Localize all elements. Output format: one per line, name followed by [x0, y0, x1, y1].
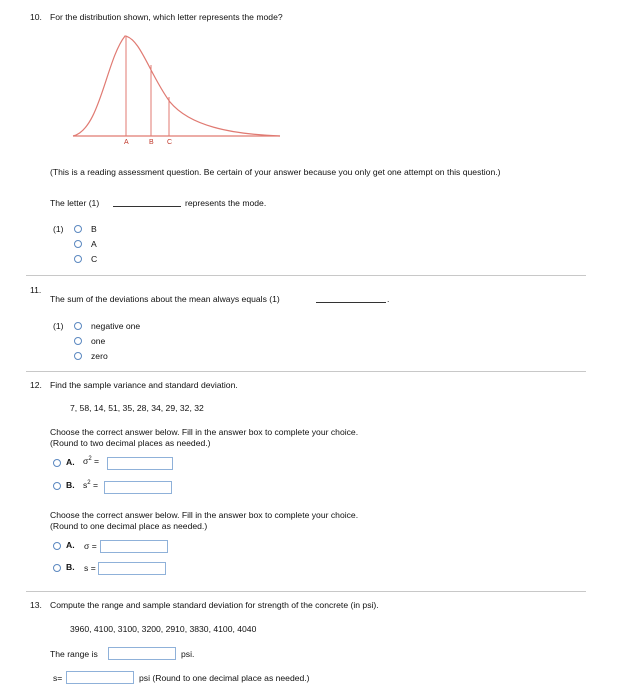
distribution-chart: [70, 30, 290, 155]
q10-radio-c[interactable]: [74, 255, 82, 263]
mode-stem-suffix: represents the mode.: [185, 198, 267, 208]
sample-stdev-input[interactable]: [66, 671, 134, 684]
exponent: 2: [88, 456, 92, 463]
question-11-number: 11.: [30, 285, 42, 295]
q12-part1-option-a-symbol: [83, 456, 99, 466]
q13-data-values: 3960, 4100, 3100, 3200, 2910, 3830, 4100, 4040: [70, 624, 257, 634]
equals-sign: =: [57, 673, 63, 683]
s-symbol: s: [84, 563, 89, 573]
sample-stdev-unit: psi (Round to one decimal place as needed.): [139, 673, 310, 683]
s-symbol: s: [53, 673, 58, 683]
exponent: 2: [87, 480, 91, 487]
q12-variance-s-input[interactable]: [104, 481, 172, 494]
q11-options-prefix: (1): [53, 321, 64, 331]
q10-option-c: C: [91, 254, 98, 264]
distribution-curve: [73, 36, 280, 136]
divider-q11-q12: [26, 371, 586, 372]
q11-option-one: one: [91, 336, 106, 346]
q12-part1-radio-b[interactable]: [53, 482, 61, 490]
q10-option-a: A: [91, 239, 97, 249]
reading-note: (This is a reading assessment question. Be certain of your answer because you only get one attempt on this question.): [50, 167, 501, 177]
q11-option-negative-one: negative one: [91, 321, 141, 331]
q11-answer-blank: [316, 302, 386, 303]
s-symbol: s: [83, 480, 88, 490]
equals-sign: =: [94, 456, 100, 466]
q12-part1-radio-a[interactable]: [53, 459, 61, 467]
range-unit: psi.: [181, 649, 195, 659]
chart-label-a: A: [124, 139, 129, 146]
q12-part2-option-a-letter: A.: [66, 540, 75, 550]
divider-q10-q11: [26, 275, 586, 276]
question-10-text: For the distribution shown, which letter represents the mode?: [50, 12, 283, 22]
q12-part2-rounding: (Round to one decimal place as needed.): [50, 521, 208, 531]
chart-label-c: C: [167, 139, 173, 146]
equals-sign: =: [90, 563, 96, 573]
question-12-text: Find the sample variance and standard deviation.: [50, 380, 238, 390]
q10-radio-b[interactable]: [74, 225, 82, 233]
mode-answer-blank: [113, 206, 181, 207]
q11-radio-one[interactable]: [74, 337, 82, 345]
question-11-stem: The sum of the deviations about the mean always equals (1): [50, 294, 280, 304]
q10-radio-a[interactable]: [74, 240, 82, 248]
q12-part2-option-b-letter: B.: [66, 562, 75, 572]
q12-part2-radio-b[interactable]: [53, 564, 61, 572]
q12-data-values: 7, 58, 14, 51, 35, 28, 34, 29, 32, 32: [70, 403, 204, 413]
q12-part2-radio-a[interactable]: [53, 542, 61, 550]
q12-stdev-sigma-input[interactable]: [100, 540, 168, 553]
mode-stem-prefix: The letter (1): [50, 198, 100, 208]
equals-sign: =: [91, 541, 97, 551]
question-12-number: 12.: [30, 380, 42, 390]
divider-q12-q13: [26, 591, 586, 592]
q12-part1-option-b-symbol: [83, 480, 98, 490]
sigma-symbol: σ: [83, 456, 89, 466]
q12-variance-sigma-input[interactable]: [107, 457, 173, 470]
question-10-number: 10.: [30, 12, 42, 22]
q12-part2-option-a-symbol: [84, 541, 97, 551]
sigma-symbol: σ: [84, 541, 90, 551]
q10-options-prefix: (1): [53, 224, 64, 234]
chart-label-b: B: [149, 139, 154, 146]
range-input[interactable]: [108, 647, 176, 660]
question-11-stem-end: .: [387, 294, 390, 304]
range-label: The range is: [50, 649, 98, 659]
q12-part2-instruction: Choose the correct answer below. Fill in the answer box to complete your choice.: [50, 510, 359, 520]
q11-radio-zero[interactable]: [74, 352, 82, 360]
q12-part1-option-b-letter: B.: [66, 480, 75, 490]
equals-sign: =: [93, 480, 99, 490]
question-13-text: Compute the range and sample standard deviation for strength of the concrete (in psi).: [50, 600, 379, 610]
q12-stdev-s-input[interactable]: [98, 562, 166, 575]
q11-option-zero: zero: [91, 351, 108, 361]
q12-part2-option-b-symbol: [84, 563, 96, 573]
question-13-number: 13.: [30, 600, 42, 610]
q12-part1-instruction: Choose the correct answer below. Fill in the answer box to complete your choice.: [50, 427, 359, 437]
q12-part1-rounding: (Round to two decimal places as needed.): [50, 438, 211, 448]
q11-radio-negative-one[interactable]: [74, 322, 82, 330]
q10-option-b: B: [91, 224, 97, 234]
q12-part1-option-a-letter: A.: [66, 457, 75, 467]
s-label: [53, 673, 62, 683]
